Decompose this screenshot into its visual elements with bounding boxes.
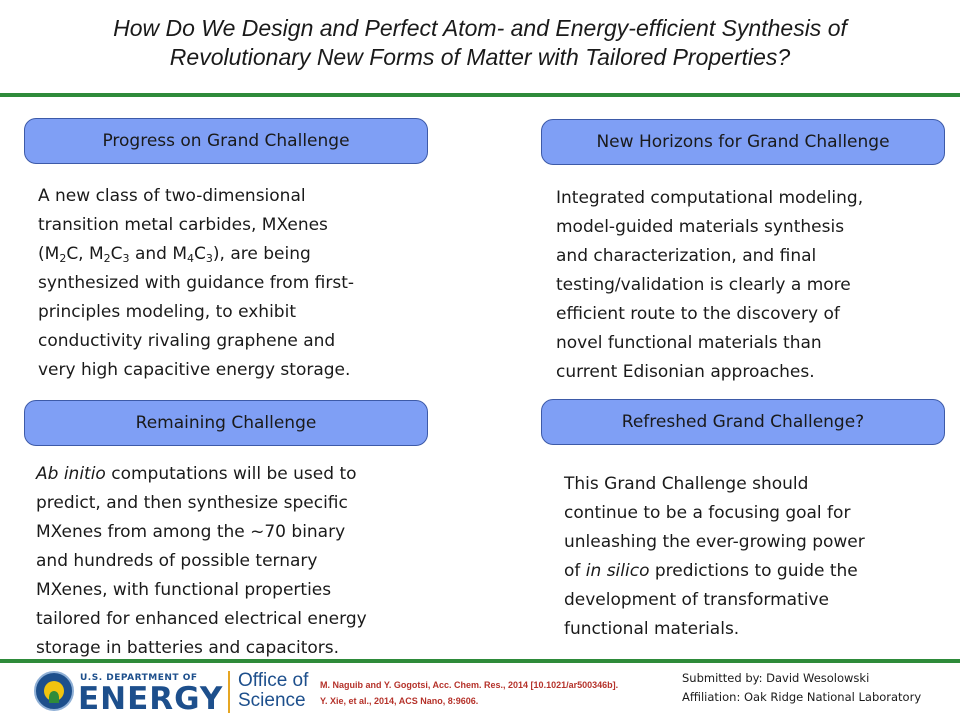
text-line: synthesized with guidance from first- — [38, 273, 355, 293]
text-line: functional materials. — [564, 619, 740, 639]
office-of-science: Office of Science — [238, 670, 309, 711]
remaining-text — [36, 460, 367, 663]
title-line-1: How Do We Design and Perfect Atom- and Energy-efficient Synthesis of — [113, 15, 847, 41]
text-line: model-guided materials synthesis — [556, 217, 845, 237]
top-divider — [0, 93, 960, 97]
slide-title — [10, 14, 950, 72]
new-horizons-text — [556, 184, 863, 387]
text-line: tailored for enhanced electrical energy — [36, 609, 367, 629]
affiliation: Affiliation: Oak Ridge National Laboratory — [682, 690, 922, 704]
submitted-by: Submitted by: David Wesolowski — [682, 671, 870, 685]
text-line: unleashing the ever-growing power — [564, 532, 865, 552]
doe-small-text: U.S. DEPARTMENT OF — [80, 673, 198, 683]
text-line: current Edisonian approaches. — [556, 362, 815, 382]
text-line: transition metal carbides, MXenes — [38, 215, 328, 235]
text-line: This Grand Challenge should — [564, 474, 809, 494]
text-line: predict, and then synthesize specific — [36, 493, 348, 513]
text-line: very high capacitive energy storage. — [38, 360, 351, 380]
references — [320, 677, 618, 709]
text-line: novel functional materials than — [556, 333, 822, 353]
text-line: testing/validation is clearly a more — [556, 275, 851, 295]
text-line: A new class of two-dimensional — [38, 186, 306, 206]
text-line: Ab initio computations will be used to — [36, 464, 357, 484]
text-line: and characterization, and final — [556, 246, 817, 266]
text-line: principles modeling, to exhibit — [38, 302, 296, 322]
remaining-heading: Remaining Challenge — [24, 400, 428, 446]
text-line: continue to be a focusing goal for — [564, 503, 851, 523]
formula-line: ($M_2C$, $M_2C_3$ and $M_4C_3$), are being — [38, 244, 311, 265]
text-line: MXenes from among the ~70 binary — [36, 522, 346, 542]
text-line: storage in batteries and capacitors. — [36, 638, 340, 658]
text-line: Integrated computational modeling, — [556, 188, 864, 208]
refreshed-heading: Refreshed Grand Challenge? — [541, 399, 945, 445]
text-line: MXenes, with functional properties — [36, 580, 332, 600]
new-horizons-heading: New Horizons for Grand Challenge — [541, 119, 945, 165]
reference-2: Y. Xie, et al., 2014, ACS Nano, 8:9606. — [320, 696, 479, 706]
footer — [0, 663, 960, 720]
title-line-2: Revolutionary New Forms of Matter with Tailored Properties? — [169, 44, 791, 70]
text-line: and hundreds of possible ternary — [36, 551, 318, 571]
text-line: development of transformative — [564, 590, 830, 610]
progress-heading: Progress on Grand Challenge — [24, 118, 428, 164]
text-line: efficient route to the discovery of — [556, 304, 840, 324]
progress-text — [38, 182, 354, 385]
doe-seal-icon — [34, 671, 74, 711]
logo-divider — [228, 671, 230, 713]
submission-info — [682, 669, 921, 707]
reference-1: M. Naguib and Y. Gogotsi, Acc. Chem. Res., 2014 [10.1021/ar500346b]. — [320, 680, 619, 690]
doe-logo-text: ENERGY — [78, 681, 224, 717]
text-line: of in silico predictions to guide the — [564, 561, 858, 581]
text-line: conductivity rivaling graphene and — [38, 331, 336, 351]
refreshed-text — [564, 470, 865, 644]
